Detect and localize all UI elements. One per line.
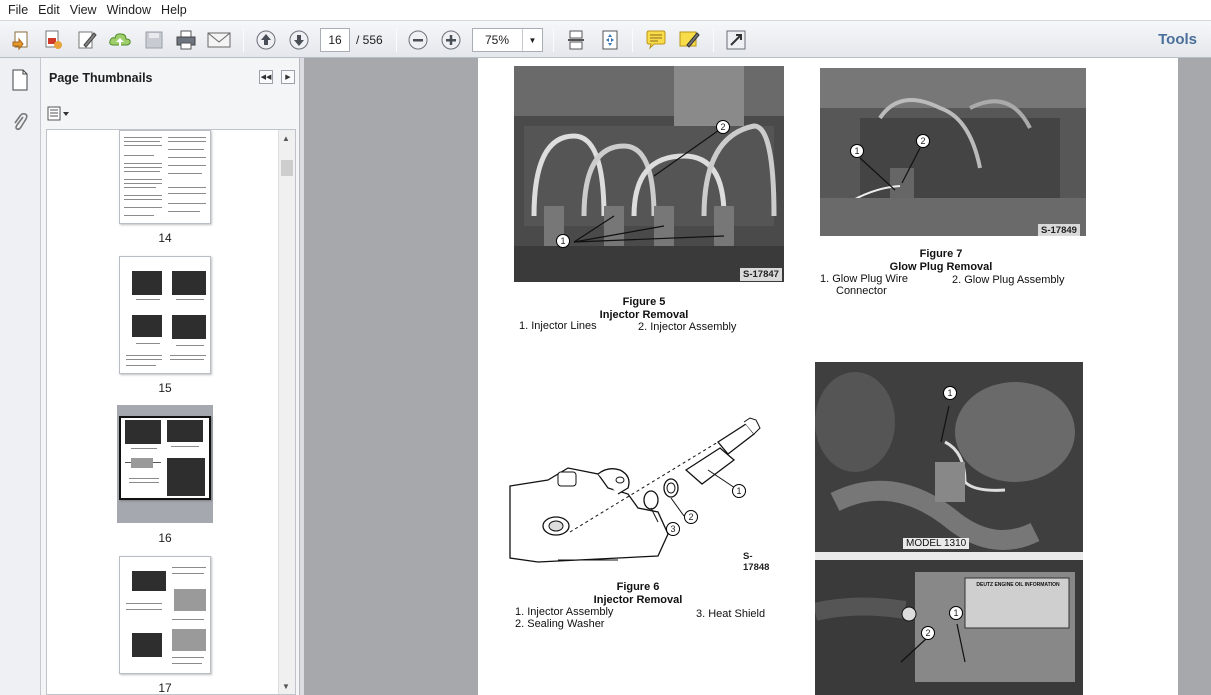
scrollbar-thumb[interactable] — [281, 160, 293, 176]
menu-file[interactable]: File — [8, 3, 29, 17]
previous-page-icon[interactable] — [253, 27, 279, 53]
zoom-in-icon[interactable] — [438, 27, 464, 53]
figure-5-number: Figure 5 — [622, 296, 666, 308]
comment-icon[interactable] — [643, 27, 669, 53]
figure-5-legend-item: 2. Injector Assembly — [638, 321, 737, 333]
thumbnail-label: 15 — [158, 381, 172, 395]
save-icon[interactable] — [141, 27, 167, 53]
figure-6-title — [568, 581, 708, 607]
callout-2: 2 — [916, 134, 930, 148]
toolbar — [0, 20, 1211, 58]
document-view[interactable] — [304, 58, 1211, 695]
figure-7-number: Figure 7 — [919, 248, 963, 260]
scroll-up-icon[interactable]: ▲ — [282, 134, 290, 143]
menu-edit[interactable]: Edit — [38, 3, 60, 17]
figure-6-code: S-17848 — [743, 551, 770, 573]
thumbnail-page-16[interactable] — [119, 416, 211, 500]
next-page-icon[interactable] — [286, 27, 312, 53]
figure-7-legend-item: 1. Glow Plug Wire — [820, 273, 909, 285]
collapse-panel-icon[interactable]: ◀◀ — [259, 70, 273, 84]
toolbar-separator — [713, 28, 714, 52]
fit-page-icon[interactable] — [597, 27, 623, 53]
callout-2: 2 — [684, 510, 698, 524]
figure-5-caption: Injector Removal — [599, 309, 689, 321]
figure-8-model-label: MODEL 1310 — [903, 538, 969, 549]
thumbnails-panel — [41, 58, 300, 695]
toolbar-separator — [243, 28, 244, 52]
toolbar-separator — [632, 28, 633, 52]
highlight-icon[interactable] — [676, 27, 702, 53]
figure-5-legend-item: 1. Injector Lines — [519, 320, 597, 332]
panel-header — [41, 58, 300, 98]
callout-3: 3 — [666, 522, 680, 536]
page-total-label: / 556 — [356, 33, 383, 47]
callout-2: 2 — [716, 120, 730, 134]
thumbnail-page-15[interactable] — [119, 256, 211, 374]
tools-button[interactable]: Tools — [1158, 31, 1197, 48]
figure-6-caption: Injector Removal — [593, 594, 683, 606]
figure-7-caption: Glow Plug Removal — [889, 261, 993, 273]
menu-window[interactable]: Window — [106, 3, 152, 17]
toolbar-separator — [553, 28, 554, 52]
figure-8-photo — [815, 362, 1083, 695]
figure-7-title — [870, 248, 1012, 274]
attachments-icon[interactable] — [6, 108, 34, 136]
callout-1: 1 — [732, 484, 746, 498]
zoom-out-icon[interactable] — [405, 27, 431, 53]
callout-1: 1 — [949, 606, 963, 620]
thumbnail-label: 14 — [158, 231, 172, 245]
figure-6-drawing — [508, 408, 780, 573]
figure-6-legend-item: 3. Heat Shield — [696, 608, 766, 620]
callout-1: 1 — [850, 144, 864, 158]
menu-bar — [0, 0, 1211, 20]
menu-help[interactable]: Help — [161, 3, 187, 17]
thumbnail-options-icon[interactable] — [47, 104, 73, 124]
figure-6-legend-item: 2. Sealing Washer — [515, 618, 605, 630]
thumbnail-label: 16 — [158, 531, 172, 545]
callout-2: 2 — [921, 626, 935, 640]
figure-7-photo — [820, 68, 1086, 236]
thumbnail-page-14[interactable] — [119, 130, 211, 224]
thumbnail-list[interactable] — [46, 129, 296, 695]
page-number-input[interactable]: 16 — [320, 28, 350, 52]
panel-menu-icon[interactable]: ▶ — [281, 70, 295, 84]
print-icon[interactable] — [173, 27, 199, 53]
upload-cloud-icon[interactable] — [107, 27, 133, 53]
thumbnail-scrollbar[interactable] — [278, 130, 295, 695]
edit-document-icon[interactable] — [74, 27, 100, 53]
figure-5-title — [574, 296, 714, 322]
callout-1: 1 — [556, 234, 570, 248]
zoom-select[interactable] — [472, 28, 543, 52]
scroll-down-icon[interactable]: ▼ — [282, 682, 290, 691]
toolbar-separator — [396, 28, 397, 52]
thumbnail-page-17[interactable] — [119, 556, 211, 674]
thumbnail-label: 17 — [158, 681, 172, 695]
navigation-rail — [0, 58, 41, 695]
document-page — [478, 58, 1178, 695]
scrolling-mode-icon[interactable] — [563, 27, 589, 53]
expand-icon[interactable] — [723, 27, 749, 53]
figure-5-code: S-17847 — [740, 268, 782, 281]
page-thumbnails-icon[interactable] — [6, 66, 34, 94]
create-pdf-icon[interactable] — [8, 27, 34, 53]
combine-files-icon[interactable] — [40, 27, 66, 53]
menu-view[interactable]: View — [69, 3, 97, 17]
figure-7-code: S-17849 — [1038, 224, 1080, 236]
figure-5-photo — [514, 66, 784, 282]
figure-6-legend-item: 1. Injector Assembly — [515, 606, 614, 618]
callout-1: 1 — [943, 386, 957, 400]
figure-7-legend-item: Connector — [836, 285, 887, 297]
engine-info-plate: DEUTZ ENGINE OIL INFORMATION — [976, 582, 1060, 588]
zoom-value: 75% — [485, 33, 510, 47]
chevron-down-icon[interactable]: ▼ — [522, 29, 542, 51]
panel-title: Page Thumbnails — [49, 71, 153, 85]
figure-7-legend-item: 2. Glow Plug Assembly — [952, 274, 1065, 286]
email-icon[interactable] — [206, 27, 232, 53]
figure-6-number: Figure 6 — [616, 581, 660, 593]
